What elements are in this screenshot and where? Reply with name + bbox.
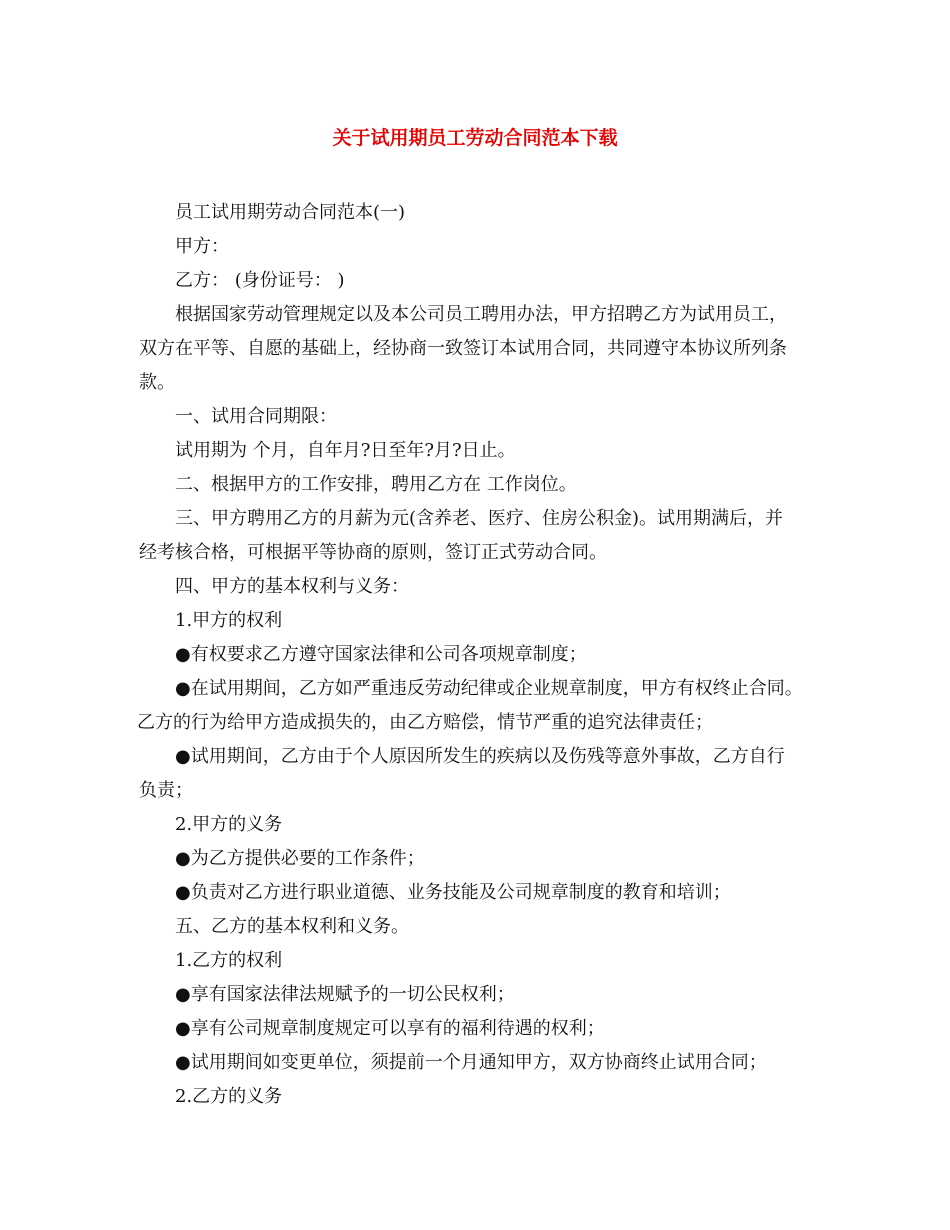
paragraph-line: ●在试用期间，乙方如严重违反劳动纪律或企业规章制度，甲方有权终止合同。 <box>175 678 803 699</box>
paragraph-line: 负责； <box>139 780 193 801</box>
paragraph-line: 乙方的行为给甲方造成损失的，由乙方赔偿，情节严重的追究法律责任； <box>137 712 713 733</box>
paragraph-line: 1.乙方的权利 <box>175 950 283 971</box>
document-title: 关于试用期员工劳动合同范本下载 <box>332 127 618 149</box>
paragraph-line: 四、甲方的基本权利与义务： <box>175 576 409 597</box>
paragraph-line: ●享有国家法律法规赋予的一切公民权利； <box>175 984 515 1005</box>
paragraph-line: 试用期为 个月，自年月?日至年?月?日止。 <box>175 440 516 461</box>
paragraph-line: ●负责对乙方进行职业道德、业务技能及公司规章制度的教育和培训； <box>175 882 731 903</box>
paragraph-line: 甲方： <box>175 236 229 257</box>
paragraph-line: 1.甲方的权利 <box>175 610 283 631</box>
paragraph-line: 经考核合格，可根据平等协商的原则，签订正式劳动合同。 <box>139 542 607 563</box>
paragraph-line: 乙方： (身份证号： ) <box>175 270 345 291</box>
paragraph-line: ●试用期间，乙方由于个人原因所发生的疾病以及伤残等意外事故，乙方自行 <box>175 746 785 767</box>
paragraph-line: 三、甲方聘用乙方的月薪为元(含养老、医疗、住房公积金)。试用期满后，并 <box>175 508 784 529</box>
document-body <box>139 196 815 1114</box>
paragraph-line: 二、根据甲方的工作安排，聘用乙方在 工作岗位。 <box>175 474 577 495</box>
paragraph-line: 一、试用合同期限： <box>175 406 337 427</box>
paragraph-line: 款。 <box>139 372 175 393</box>
paragraph-line: ●为乙方提供必要的工作条件； <box>175 848 425 869</box>
paragraph-line: 根据国家劳动管理规定以及本公司员工聘用办法，甲方招聘乙方为试用员工， <box>175 304 787 325</box>
paragraph-line: ●享有公司规章制度规定可以享有的福利待遇的权利； <box>175 1018 605 1039</box>
paragraph-line: 员工试用期劳动合同范本(一) <box>175 202 406 223</box>
paragraph-line: 双方在平等、自愿的基础上，经协商一致签订本试用合同，共同遵守本协议所列条 <box>139 338 787 359</box>
paragraph-line: ●有权要求乙方遵守国家法律和公司各项规章制度； <box>175 644 587 665</box>
paragraph-line: 五、乙方的基本权利和义务。 <box>175 916 409 937</box>
paragraph-line: 2.甲方的义务 <box>175 814 283 835</box>
paragraph-line: 2.乙方的义务 <box>175 1086 283 1107</box>
paragraph-line: ●试用期间如变更单位，须提前一个月通知甲方，双方协商终止试用合同； <box>175 1052 767 1073</box>
